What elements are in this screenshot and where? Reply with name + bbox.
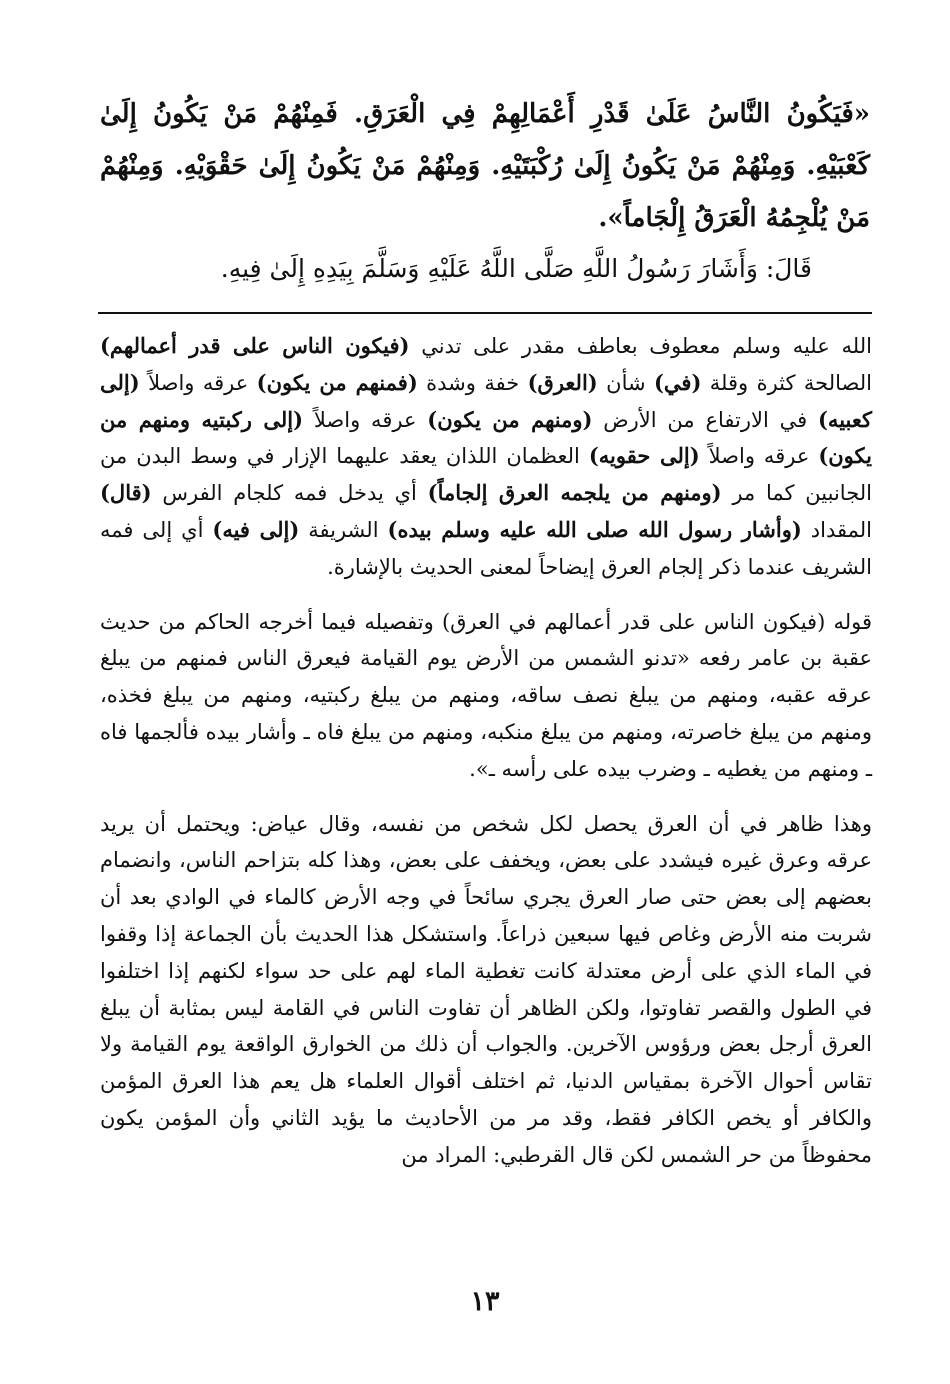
commentary-text: خفة وشدة [417,370,528,395]
commentary-paragraph-1 [100,328,872,586]
commentary-paragraph-3: وهذا ظاهر في أن العرق يحصل لكل شخص من نفسه، وقال عياض: ويحتمل أن يريد عرقه وعرق غيره فيشدد على بعض، ويخفف على بعض، وهذا كله بتزاحم الناس، وانضمام بعضهم إلى بعض حتى صار العرق يجري سائحاً في وجه الأرض كالماء في الوادي بعد أن شربت منه الأرض وغاص فيها سبعين ذراعاً. واستشكل هذا الحديث بأن الجماعة إذا وقفوا في الماء الذي على أرض معتدلة كانت تغطية الماء لهم على حد سواء لكنهم إذا اختلفوا في الطول والقصر تفاوتوا، ولكن الظاهر أن تفاوت الناس في القامة ليس بمثابة أن يبلغ العرق أرجل بعض ورؤوس الآخرين. والجواب أن ذلك من الخوارق الواقعة يوم القيامة ولا تقاس أحوال الآخرة بمقياس الدنيا، ثم اختلف أقوال العلماء هل يعم هذا العرق المؤمن والكافر أو يخص الكافر فقط، وقد مر من الأحاديث ما يؤيد الثاني وأن المؤمن يكون محفوظاً من حر الشمس لكن قال القرطبي: المراد من [100,811,872,1167]
commentary-paragraph-2: قوله (فيكون الناس على قدر أعمالهم في العرق) وتفصيله فيما أخرجه الحاكم من حديث عقبة بن عامر رفعه «تدنو الشمس من الأرض يوم القيامة فيعرق الناس فمنهم من يبلغ عرقه عقبه، ومنهم من يبلغ نصف ساقه، ومنهم من يبلغ ركبتيه، ومنهم من يبلغ فخذه، ومنهم من يبلغ خاصرته، ومنهم من يبلغ منكبه، ومنهم من يبلغ فاه ـ وأشار بيده فألجمها فاه ـ ومنهم من يغطيه ـ وضرب بيده على رأسه ـ». [100,609,872,781]
commentary-text: عرقه واصلاً [699,444,819,469]
commentary-quote: (إلى فيه) [212,516,300,542]
commentary-text: في الارتفاع من الأرض [592,407,818,432]
commentary-text: الصالحة كثرة وقلة [701,370,872,395]
commentary-quote: (إلى ركبتيه ومنهم من يكون) [100,406,872,469]
commentary-quote: (إلى كعبيه) [100,369,872,432]
commentary-quote: (ومنهم من يكون) [427,406,593,432]
commentary [100,328,872,1174]
hadith-text [100,88,870,244]
footnote-divider [98,312,872,314]
commentary-text: شأن [597,370,654,395]
commentary-text: المقداد [801,517,872,542]
hadith-matn: «فَيَكُونُ النَّاسُ عَلَىٰ قَدْرِ أَعْمَالِهِمْ فِي الْعَرَقِ. فَمِنْهُمْ مَنْ يَكُونُ إِلَىٰ كَعْبَيْهِ. وَمِنْهُمْ مَنْ يَكُونُ إِلَىٰ رُكْبَتَيْهِ. وَمِنْهُمْ مَنْ يَكُونُ إِلَىٰ حَقْوَيْهِ. وَمِنْهُمْ مَنْ يُلْجِمُهُ الْعَرَقُ إِلْجَاماً». [100,99,870,233]
commentary-text: عرقه واصلاً [303,407,428,432]
commentary-quote: (وأشار رسول الله صلى الله عليه وسلم بيده) [387,516,802,542]
commentary-quote: (فيكون الناس على قدر أعمالهم) [100,333,410,358]
commentary-quote: (ومنهم من يلجمه العرق إلجاماً) [427,480,722,506]
commentary-text: العظمان اللذان يعقد عليهما الإزار في وسط البدن من الجانبين كما مر [100,444,872,506]
commentary-quote: (قال) [100,480,152,506]
commentary-text: أي إلى فمه الشريف عندما ذكر إلجام العرق إيضاحاً لمعنى الحديث بالإشارة. [100,517,872,579]
commentary-text: أي يدخل فمه كلجام الفرس [151,481,428,506]
commentary-quote: (في) [653,369,702,395]
commentary-text: الله عليه وسلم معطوف بعاطف مقدر على تدني [409,334,872,358]
page-number: ١٣ [470,1286,500,1317]
commentary-quote: (فمنهم من يكون) [256,369,418,395]
commentary-quote: (العرق) [527,369,598,395]
commentary-text: عرقه واصلاً [139,370,257,395]
commentary-text: الشريفة [299,517,388,542]
commentary-quote: (إلى حقويه) [588,443,700,469]
hadith-narrator-note: قَالَ: وَأَشَارَ رَسُولُ اللَّهِ صَلَّى اللَّهُ عَلَيْهِ وَسَلَّمَ بِيَدِهِ إِلَىٰ فِيهِ. [220,254,812,283]
